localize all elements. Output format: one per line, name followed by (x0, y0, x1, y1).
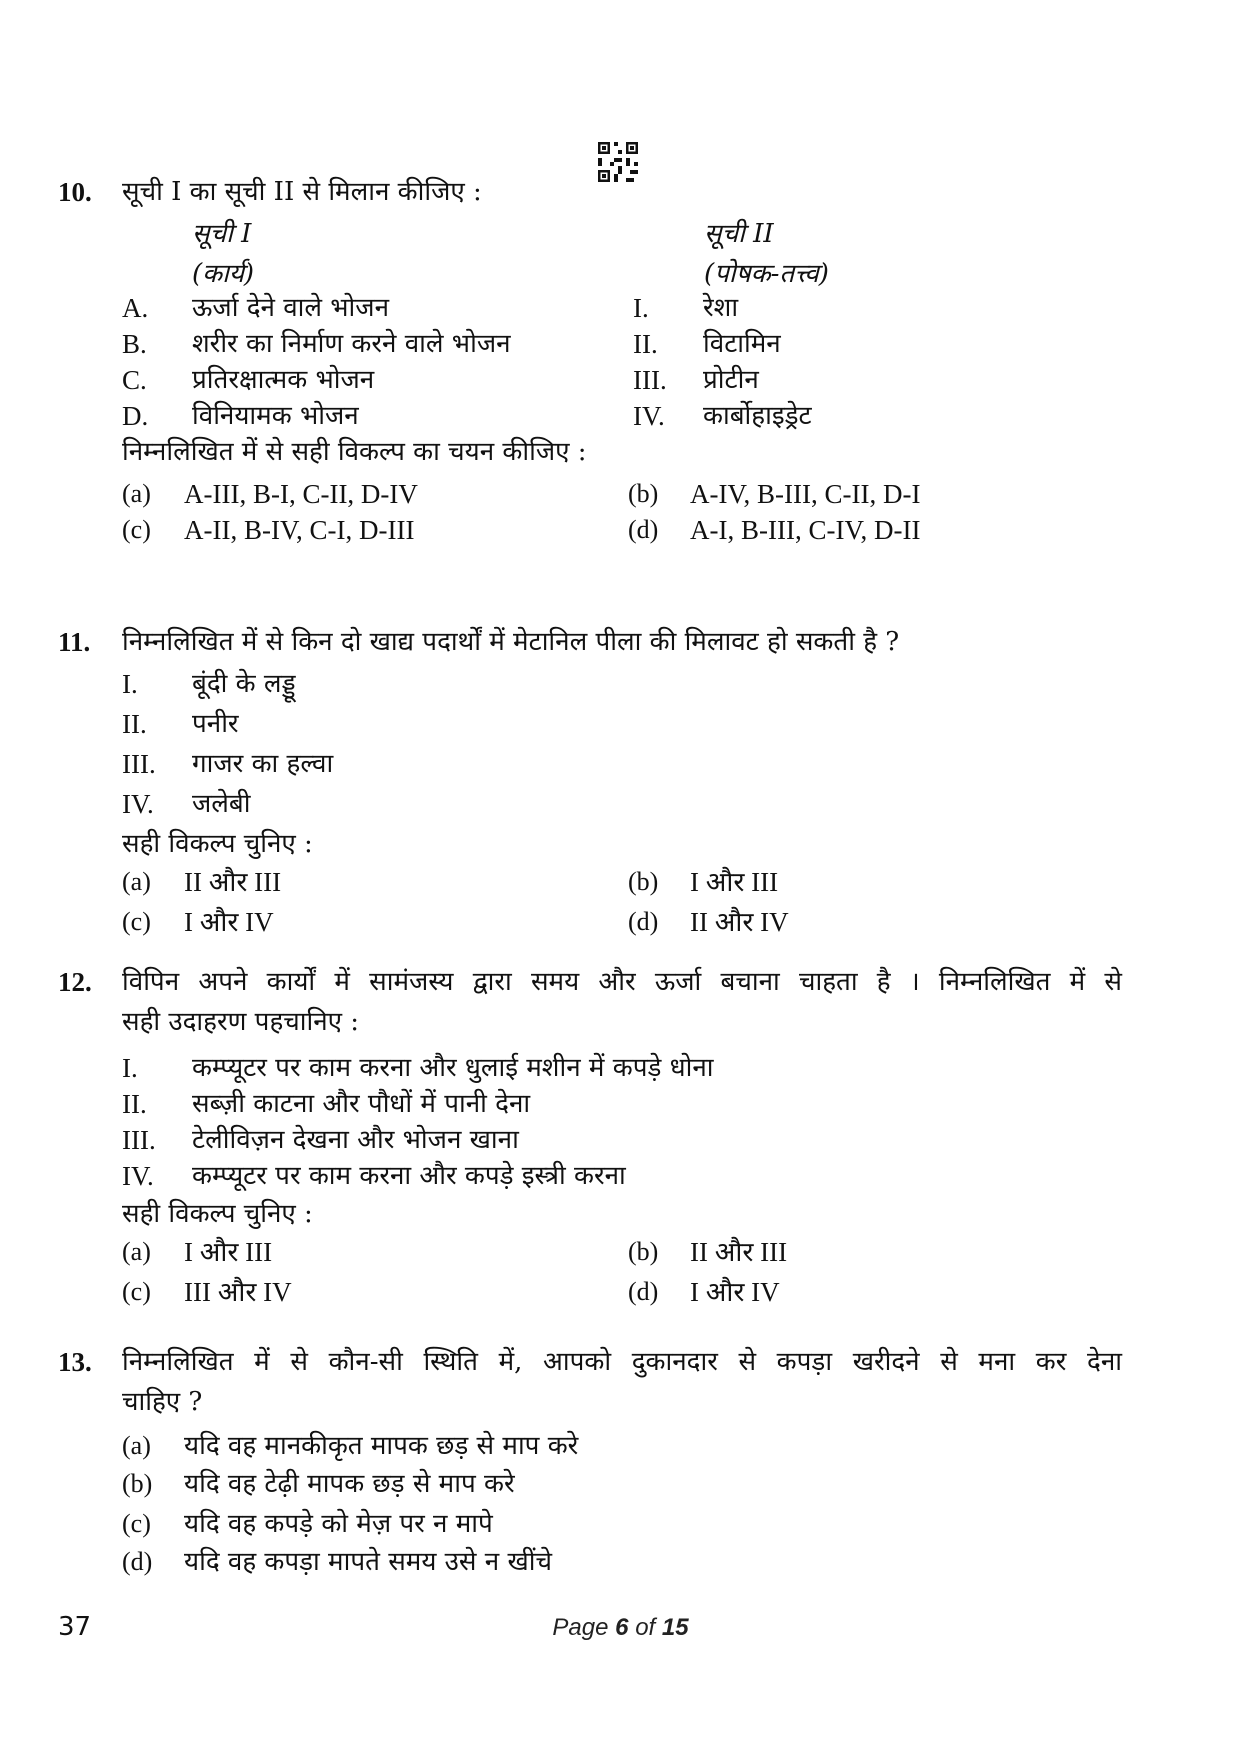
list2-title: सूची II (704, 219, 774, 249)
page-indicator: Page 6 of 15 (552, 1614, 689, 1641)
list2-subtitle: (पोषक-तत्त्व) (704, 259, 829, 289)
paper-code: 37 (58, 1612, 92, 1642)
question-text: विपिन अपने कार्यों में सामंजस्य द्वारा समय और ऊर्जा बचाना चाहता है । निम्नलिखित में से (122, 967, 1122, 997)
question-instruction: सही विकल्प चुनिए : (122, 1199, 313, 1229)
question-instruction: सही विकल्प चुनिए : (122, 829, 313, 859)
list1-title: सूची I (192, 219, 252, 249)
question-text-line2: चाहिए ? (122, 1387, 203, 1417)
question-number: 12. (58, 967, 92, 997)
exam-page: 10. सूची I का सूची II से मिलान कीजिए : सूची I सूची II (कार्य) (पोषक-तत्त्व) A. ऊर्जा देने वाले भोजन I. रेशा B. शरीर का निर्माण करने वाले भोजन II. विटामिन C. प्रतिरक्षात्मक भोजन III. प्रोटीन D. विनियामक भोजन IV. कार्बोहाइड्रेट निम्नलिखित में से सही विकल्प का चयन कीजिए : (a) A-III, B-I, C-II, D-IV (b) A-IV, B-III, C-II, D-I (c) A-II, B-IV, C-I, D-III (d) A-I, B-III, C-IV, D-II 11. निम्नलिखित में से किन दो खाद्य पदार्थों में मेटानिल पीला की मिलावट हो सकती है ? I. बूंदी के लड्डू II. पनीर III. गाजर का हल्वा IV. जलेबी सही विकल्प चुनिए : (a) II और III (b) I और III (c) I और IV (d) II और IV 12. विपिन अपने कार्यों में सामंजस्य द्वारा समय और ऊर्जा बचाना चाहता है । निम्नलिखित में से सही उदाहरण पहचानिए : I. कम्प्यूटर पर काम करना और धुलाई मशीन में कपड़े धोना II. सब्ज़ी काटना और पौधों में पानी देना III. टेलीविज़न देखना और भोजन खाना IV. कम्प्यूटर पर काम करना और कपड़े इस्त्री करना सही विकल्प चुनिए : (a) I और III (b) II और III (c) III और IV (d) I और IV 13. निम्नलिखित में से कौन-सी स्थिति में, आपको दुकानदार से कपड़ा खरीदने से मना कर देना चाहिए ? (a) यदि वह मानकीकृत मापक छड़ से माप करे (b) यदि वह टेढ़ी मापक छड़ से माप करे (c) यदि वह कपड़े को मेज़ पर न मापे (d) यदि वह कपड़ा मापते समय उसे न खींचे 37 Page 6 of 15 (0, 0, 1241, 1755)
question-number: 11. (58, 627, 91, 657)
question-number: 13. (58, 1347, 92, 1377)
question-text-line2: सही उदाहरण पहचानिए : (122, 1007, 360, 1037)
list1-subtitle: (कार्य) (192, 259, 255, 289)
question-text: निम्नलिखित में से किन दो खाद्य पदार्थों में मेटानिल पीला की मिलावट हो सकती है ? (122, 627, 900, 657)
question-text: निम्नलिखित में से कौन-सी स्थिति में, आपको दुकानदार से कपड़ा खरीदने से मना कर देना (122, 1347, 1122, 1377)
question-instruction: निम्नलिखित में से सही विकल्प का चयन कीजिए : (122, 437, 587, 467)
question-text: सूची I का सूची II से मिलान कीजिए : (122, 177, 482, 207)
question-number: 10. (58, 177, 92, 207)
